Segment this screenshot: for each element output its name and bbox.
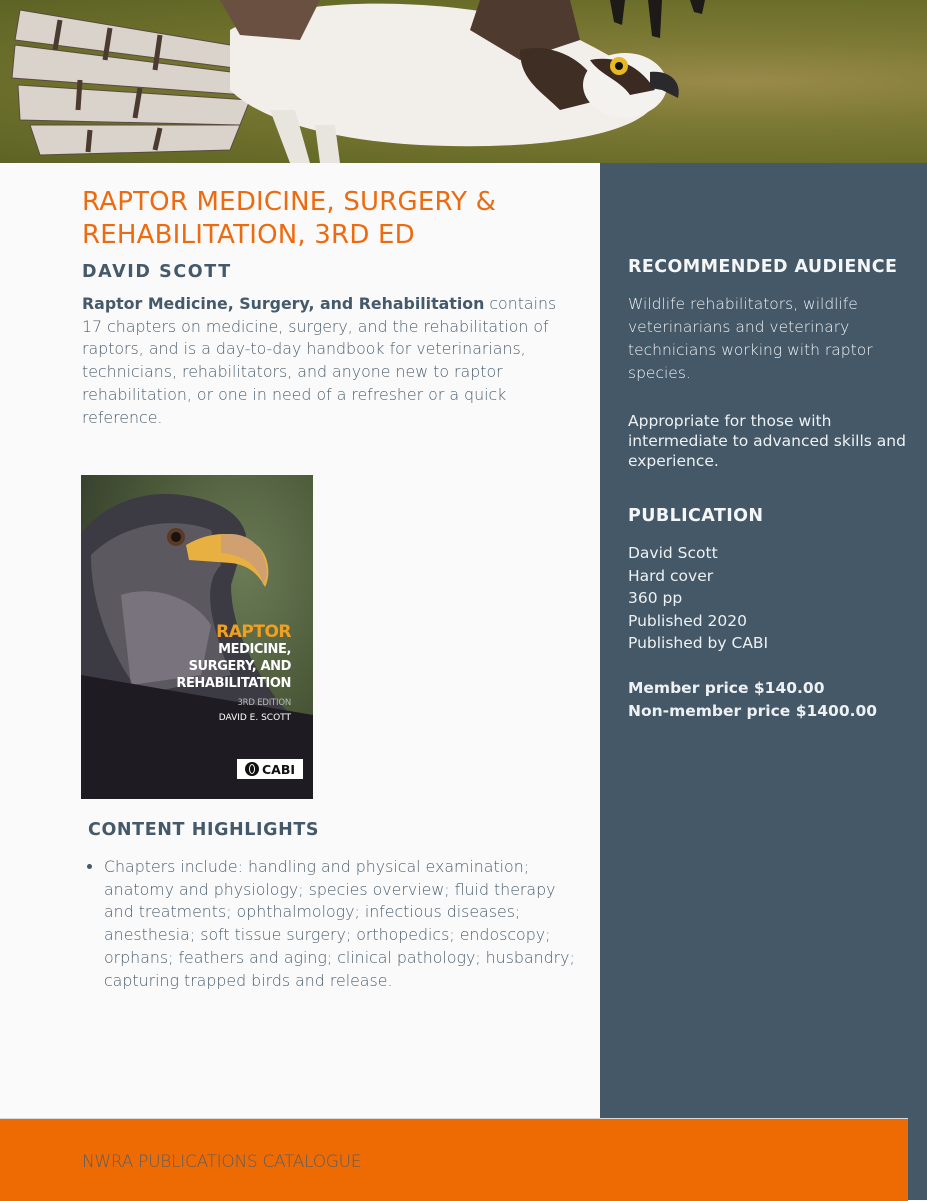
publication-heading: PUBLICATION <box>628 506 764 526</box>
cabi-logo <box>237 759 303 779</box>
book-description-rest: contains 17 chapters on medicine, surgery, and the rehabilitation of raptors, and is a day-to-day handbook for veterinarians, technicians, rehabilitators, and anyone new to raptor rehabilitation, or one in need of a refresher or a quick reference. <box>82 294 557 427</box>
book-title: RAPTOR MEDICINE, SURGERY & REHABILITATION, 3RD ED <box>82 187 497 250</box>
cover-author: DAVID E. SCOTT <box>218 713 291 723</box>
publication-author: David Scott <box>628 544 718 562</box>
book-description <box>82 293 562 429</box>
cover-title-raptor: RAPTOR <box>216 622 291 642</box>
cover-title-block <box>176 623 291 723</box>
cover-title-line4: REHABILITATION <box>176 676 291 691</box>
sidebar-panel <box>600 163 927 1200</box>
publication-format: Hard cover <box>628 566 714 585</box>
cabi-logo-text: CABI <box>261 761 296 777</box>
nonmember-price: Non-member price $1400.00 <box>628 701 878 720</box>
footer-catalogue-title: NWRA PUBLICATIONS CATALOGUE <box>82 1152 362 1172</box>
cover-title-line3: SURGERY, AND <box>188 659 291 674</box>
highlight-item: • Chapters include: handling and physical examination; anatomy and physiology; species overview; fluid therapy and treatments; ophthalmology; infectious diseases; anesthesia; soft tissue surgery; orthopedics; endoscopy; orphans; feathers and aging; clinical pathology; husbandry; capturing trapped birds and release. <box>104 856 584 992</box>
book-description-bold: Raptor Medicine, Surgery, and Rehabilitation <box>82 294 485 313</box>
cover-title-line2: MEDICINE, <box>218 642 291 657</box>
banner-osprey-photo <box>0 0 927 163</box>
footer-bar <box>0 1118 908 1201</box>
publication-year: Published 2020 <box>628 611 747 630</box>
publication-pages: 360 pp <box>628 589 683 608</box>
book-author: DAVID SCOTT <box>82 262 232 282</box>
cover-edition: 3RD EDITION <box>237 698 291 708</box>
book-cover-image <box>81 475 313 799</box>
publication-publisher: Published by CABI <box>628 634 769 653</box>
member-price: Member price $140.00 <box>628 678 825 697</box>
audience-heading: RECOMMENDED AUDIENCE <box>628 257 898 277</box>
publication-details <box>628 542 918 655</box>
audience-level: Appropriate for those with intermediate to advanced skills and experience. <box>628 412 906 470</box>
highlights-heading: CONTENT HIGHLIGHTS <box>88 820 320 840</box>
highlights-list <box>82 856 584 992</box>
cabi-emblem-icon <box>245 762 259 776</box>
audience-text: Wildlife rehabilitators, wildlife veterinarians and veterinary technicians working with raptor species. <box>628 295 873 382</box>
price-block <box>628 677 918 723</box>
osprey-illustration <box>0 0 927 163</box>
